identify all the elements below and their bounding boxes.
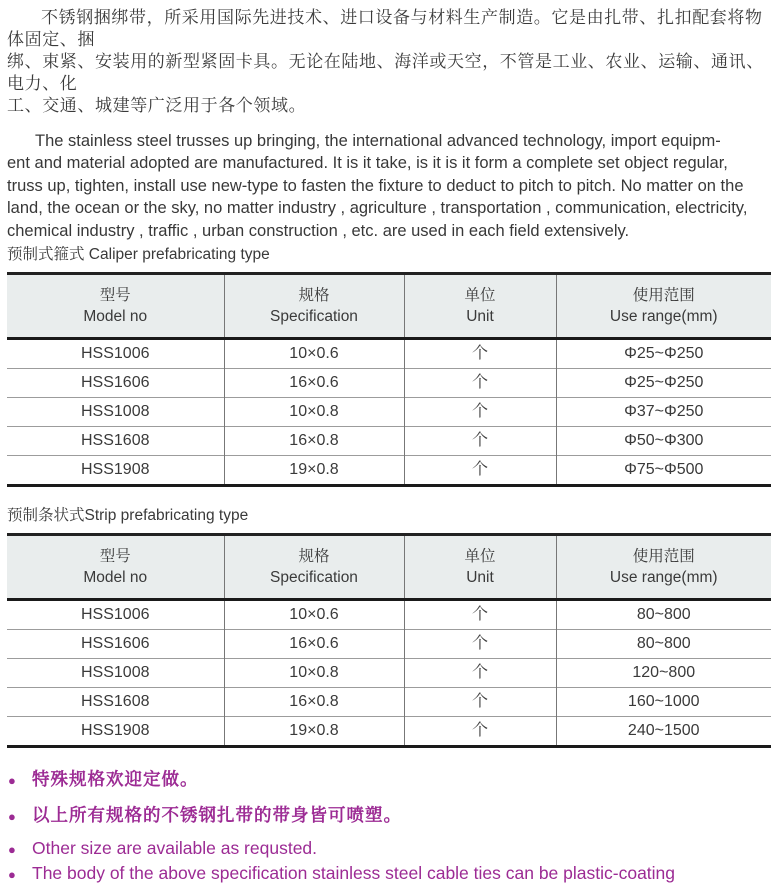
intro-en-line: land, the ocean or the sky, no matter industry , agriculture , transportation , communication, electricity, xyxy=(7,199,748,218)
cell-specification: 10×0.6 xyxy=(224,339,404,369)
bullet-icon: ● xyxy=(8,867,16,883)
cell-use-range: Φ50~Φ300 xyxy=(556,427,771,456)
cell-use-range: 120~800 xyxy=(556,659,771,688)
note-text: 特殊规格欢迎定做。 xyxy=(32,769,199,790)
bullet-icon: ● xyxy=(8,842,16,858)
note-item xyxy=(8,838,771,859)
cell-specification: 10×0.8 xyxy=(224,398,404,427)
bullet-icon: ● xyxy=(8,773,17,789)
cell-specification: 16×0.8 xyxy=(224,688,404,717)
cell-use-range: 240~1500 xyxy=(556,717,771,747)
intro-cn-line: 工、交通、城建等广泛用于各个领域。 xyxy=(7,96,307,115)
header-label-en: Use range(mm) xyxy=(609,569,718,587)
cell-use-range: 160~1000 xyxy=(556,688,771,717)
cell-unit: 个 xyxy=(404,600,556,630)
cell-model: HSS1008 xyxy=(7,398,224,427)
intro-cn-line: 绑、束紧、安装用的新型紧固卡具。无论在陆地、海洋或天空，不管是工业、农业、运输、通讯、电力、化 xyxy=(7,52,764,93)
header-label-en: Specification xyxy=(270,308,358,326)
header-label-en: Use range(mm) xyxy=(609,308,718,326)
cell-use-range: Φ25~Φ250 xyxy=(556,339,771,369)
table-row xyxy=(7,630,771,659)
cell-unit: 个 xyxy=(404,688,556,717)
header-label-cn: 型号 xyxy=(99,287,131,305)
bullet-icon: ● xyxy=(8,809,17,825)
cell-model: HSS1008 xyxy=(7,659,224,688)
header-label-cn: 单位 xyxy=(464,548,496,566)
note-text: The body of the above specification stainless steel cable ties can be plastic-coating xyxy=(32,863,676,884)
note-text: Other size are available as requsted. xyxy=(32,838,318,859)
cell-model: HSS1608 xyxy=(7,427,224,456)
table-row xyxy=(7,600,771,630)
cell-specification: 16×0.6 xyxy=(224,630,404,659)
cell-model: HSS1908 xyxy=(7,456,224,486)
cell-specification: 19×0.8 xyxy=(224,717,404,747)
header-cell-specification xyxy=(224,274,404,339)
table-row xyxy=(7,427,771,456)
cell-specification: 16×0.6 xyxy=(224,369,404,398)
cell-model: HSS1606 xyxy=(7,630,224,659)
table-header-row xyxy=(7,535,771,600)
table-row xyxy=(7,717,771,747)
cell-use-range: Φ37~Φ250 xyxy=(556,398,771,427)
intro-paragraph-en xyxy=(7,130,771,242)
header-label-en: Unit xyxy=(466,308,494,326)
cell-unit: 个 xyxy=(404,369,556,398)
header-cell-use-range xyxy=(556,535,771,600)
header-label-cn: 使用范围 xyxy=(632,548,695,566)
note-text: 以上所有规格的不锈钢扎带的带身皆可喷塑。 xyxy=(32,805,402,826)
header-cell-use-range xyxy=(556,274,771,339)
section-title-strip: 预制条状式Strip prefabricating type xyxy=(7,507,249,525)
table-row xyxy=(7,369,771,398)
header-cell-specification xyxy=(224,535,404,600)
header-cell-model xyxy=(7,535,224,600)
cell-specification: 16×0.8 xyxy=(224,427,404,456)
header-cell-unit xyxy=(404,274,556,339)
header-label-cn: 单位 xyxy=(464,287,496,305)
header-label-en: Model no xyxy=(83,569,148,587)
intro-en-line: truss up, tighten, install use new-type to fasten the fixture to deduct to pitch to pitch. No matter on the xyxy=(7,176,744,195)
cell-model: HSS1908 xyxy=(7,717,224,747)
header-label-cn: 型号 xyxy=(99,548,131,566)
header-label-en: Unit xyxy=(466,569,494,587)
table-row xyxy=(7,398,771,427)
note-item xyxy=(8,766,771,791)
table-row xyxy=(7,339,771,369)
note-item xyxy=(8,802,771,827)
caliper-spec-table xyxy=(7,272,771,487)
cell-unit: 个 xyxy=(404,398,556,427)
intro-paragraph-cn xyxy=(7,7,771,117)
cell-model: HSS1608 xyxy=(7,688,224,717)
cell-use-range: Φ75~Φ500 xyxy=(556,456,771,486)
cell-use-range: Φ25~Φ250 xyxy=(556,369,771,398)
strip-spec-table xyxy=(7,533,771,748)
table-row xyxy=(7,688,771,717)
intro-en-line: ent and material adopted are manufactured. It is it take, is it is it form a complete set object regular, xyxy=(7,154,728,173)
cell-model: HSS1606 xyxy=(7,369,224,398)
cell-use-range: 80~800 xyxy=(556,630,771,659)
notes-list xyxy=(7,766,771,884)
note-item xyxy=(8,863,771,884)
header-label-cn: 使用范围 xyxy=(632,287,695,305)
table-row xyxy=(7,659,771,688)
cell-unit: 个 xyxy=(404,717,556,747)
intro-en-line: The stainless steel trusses up bringing, the international advanced technology, import equipm- xyxy=(35,132,721,150)
section-title-caliper: 预制式箍式 Caliper prefabricating type xyxy=(7,246,270,264)
cell-model: HSS1006 xyxy=(81,606,150,624)
table-row xyxy=(7,456,771,486)
header-cell-model xyxy=(7,274,224,339)
table-header-row xyxy=(7,274,771,339)
cell-unit: 个 xyxy=(404,339,556,369)
cell-unit: 个 xyxy=(404,659,556,688)
header-label-cn: 规格 xyxy=(298,548,330,566)
cell-specification: 10×0.8 xyxy=(224,659,404,688)
header-label-en: Model no xyxy=(83,308,148,326)
header-label-en: Specification xyxy=(270,569,358,587)
cell-unit: 个 xyxy=(404,456,556,486)
cell-model: HSS1006 xyxy=(81,345,150,363)
header-label-cn: 规格 xyxy=(298,287,330,305)
cell-unit: 个 xyxy=(404,630,556,659)
cell-specification: 19×0.8 xyxy=(224,456,404,486)
intro-cn-line: 不锈钢捆绑带，所采用国际先进技术、进口设备与材料生产制造。它是由扎带、扎扣配套将物体固定、捆 xyxy=(7,8,763,49)
cell-specification: 10×0.6 xyxy=(224,600,404,630)
header-cell-unit xyxy=(404,535,556,600)
cell-unit: 个 xyxy=(404,427,556,456)
cell-use-range: 80~800 xyxy=(556,600,771,630)
intro-en-line: chemical industry , traffic , urban construction , etc. are used in each field extensively. xyxy=(7,221,630,240)
